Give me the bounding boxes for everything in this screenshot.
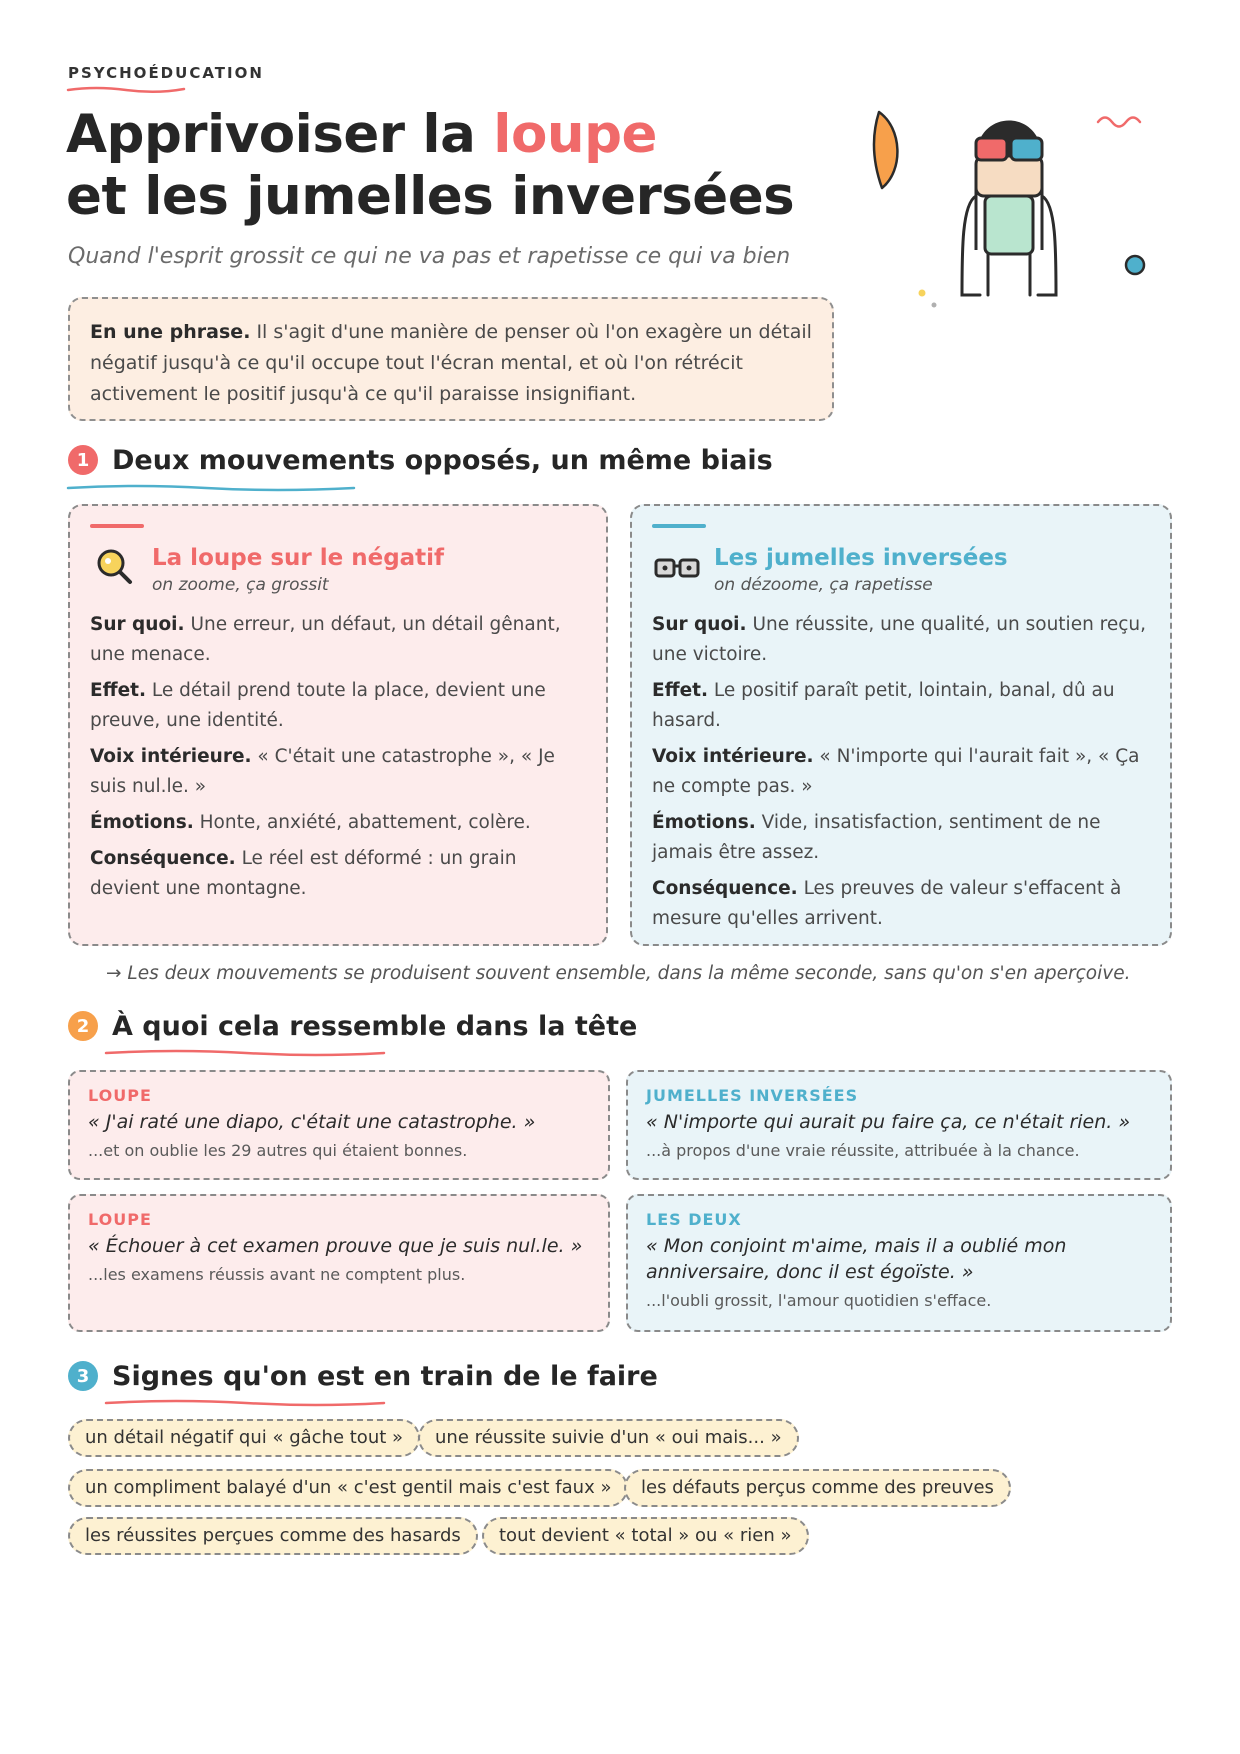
- row-text: Une erreur, un défaut, un détail gênant, une menace.: [90, 614, 561, 665]
- row-text: Le détail prend toute la place, devient une preuve, une identité.: [90, 680, 546, 731]
- card-header: [90, 542, 444, 596]
- row-label: Effet.: [90, 680, 147, 701]
- row-text: Vide, insatisfaction, sentiment de ne jamais être assez.: [652, 812, 1101, 863]
- section-title: À quoi cela ressemble dans la tête: [112, 1010, 638, 1042]
- row-text: Les preuves de valeur s'effacent à mesure qu'elles arrivent.: [652, 878, 1122, 929]
- card-row: [652, 676, 1150, 736]
- card-row: [90, 844, 586, 904]
- sign-pill: les défauts perçus comme des preuves: [624, 1469, 1011, 1507]
- row-label: Conséquence.: [652, 878, 798, 899]
- eyebrow: PSYCHOÉDUCATION: [68, 64, 264, 82]
- card-row: [90, 742, 586, 802]
- row-text: Le positif paraît petit, lointain, banal, dû au hasard.: [652, 680, 1115, 731]
- card-accent-bar: [90, 524, 144, 528]
- eyebrow-underline: [66, 84, 186, 94]
- row-label: Conséquence.: [90, 848, 236, 869]
- card-row: [652, 808, 1150, 868]
- magnifier-icon: [90, 542, 140, 592]
- row-label: Émotions.: [652, 812, 756, 833]
- row-label: Sur quoi.: [90, 614, 185, 635]
- example-quote: « Échouer à cet examen prouve que je suis nul.le. »: [88, 1235, 583, 1257]
- example-label: LOUPE: [88, 1086, 152, 1105]
- example-quote: « N'importe qui aurait pu faire ça, ce n'était rien. »: [646, 1111, 1131, 1133]
- example-card: [68, 1194, 610, 1332]
- section-number: 2: [68, 1011, 98, 1041]
- section3-header: [68, 1356, 658, 1396]
- card-subtitle: on zoome, ça grossit: [152, 575, 329, 595]
- row-text: « N'importe qui l'aurait fait », « Ça ne compte pas. »: [652, 746, 1140, 797]
- summary-text: Il s'agit d'une manière de penser où l'on exagère un détail négatif jusqu'à ce qu'il occupe tout l'écran mental, et où l'on rétrécit activement le positif jusqu'à ce qu'il paraisse insignifiant.: [90, 321, 812, 405]
- row-text: « C'était une catastrophe », « Je suis nul.le. »: [90, 746, 555, 797]
- summary-box: [68, 297, 834, 421]
- section1-header: [68, 440, 773, 480]
- page-title: [66, 104, 794, 228]
- card-accent-bar: [652, 524, 706, 528]
- section-number: 1: [68, 445, 98, 475]
- card-subtitle: on dézoome, ça rapetisse: [714, 575, 933, 595]
- example-label: JUMELLES INVERSÉES: [646, 1086, 859, 1105]
- example-label: LOUPE: [88, 1210, 152, 1229]
- card-row: [90, 808, 586, 838]
- row-label: Voix intérieure.: [652, 746, 814, 767]
- row-label: Émotions.: [90, 812, 194, 833]
- example-foot: ...l'oubli grossit, l'amour quotidien s'efface.: [646, 1291, 992, 1310]
- sign-pill: tout devient « total » ou « rien »: [482, 1517, 809, 1555]
- card-row: [652, 610, 1150, 670]
- example-foot: ...les examens réussis avant ne comptent plus.: [88, 1265, 466, 1284]
- card-body: [90, 610, 586, 910]
- section3-underline: [66, 1398, 386, 1408]
- title-line2: et les jumelles inversées: [66, 166, 795, 227]
- sign-pill: un détail négatif qui « gâche tout »: [68, 1419, 420, 1457]
- card-row: [90, 610, 586, 670]
- row-text: Le réel est déformé : un grain devient une montagne.: [90, 848, 517, 899]
- row-label: Voix intérieure.: [90, 746, 252, 767]
- example-card: [626, 1070, 1172, 1180]
- section2-header: [68, 1006, 637, 1046]
- card-row: [652, 742, 1150, 802]
- card-title: Les jumelles inversées: [714, 545, 1008, 571]
- section1-underline: [66, 483, 356, 493]
- sign-pill: une réussite suivie d'un « oui mais... »: [418, 1419, 799, 1457]
- character-illustration-icon: [870, 100, 1170, 320]
- title-accent: loupe: [493, 104, 657, 165]
- example-quote: « Mon conjoint m'aime, mais il a oublié mon anniversaire, donc il est égoïste. »: [646, 1235, 1067, 1283]
- example-card: [68, 1070, 610, 1180]
- card-title: La loupe sur le négatif: [152, 545, 445, 571]
- jumelles-card: [630, 504, 1172, 946]
- card-body: [652, 610, 1150, 940]
- row-text: Honte, anxiété, abattement, colère.: [193, 812, 531, 833]
- section-title: Signes qu'on est en train de le faire: [112, 1360, 658, 1392]
- example-foot: ...et on oublie les 29 autres qui étaient bonnes.: [88, 1141, 468, 1160]
- sign-pill: les réussites perçues comme des hasards: [68, 1517, 478, 1555]
- row-label: Sur quoi.: [652, 614, 747, 635]
- sign-pill: un compliment balayé d'un « c'est gentil mais c'est faux »: [68, 1469, 628, 1507]
- example-foot: ...à propos d'une vraie réussite, attribuée à la chance.: [646, 1141, 1080, 1160]
- card-row: [90, 676, 586, 736]
- title-prefix: Apprivoiser la: [66, 104, 494, 165]
- page-subtitle: Quand l'esprit grossit ce qui ne va pas et rapetisse ce qui va bien: [68, 244, 791, 269]
- row-text: Une réussite, une qualité, un soutien reçu, une victoire.: [652, 614, 1147, 665]
- binoculars-icon: [652, 542, 702, 592]
- row-label: Effet.: [652, 680, 709, 701]
- summary-lead: En une phrase.: [90, 321, 251, 343]
- example-card: [626, 1194, 1172, 1332]
- section1-note: → Les deux mouvements se produisent souvent ensemble, dans la même seconde, sans qu'on s'en aperçoive.: [106, 963, 1131, 984]
- section2-underline: [66, 1048, 386, 1058]
- card-row: [652, 874, 1150, 934]
- card-header: [652, 542, 1008, 596]
- example-quote: « J'ai raté une diapo, c'était une catastrophe. »: [88, 1111, 536, 1133]
- section-number: 3: [68, 1361, 98, 1391]
- section-title: Deux mouvements opposés, un même biais: [112, 444, 773, 476]
- loupe-card: [68, 504, 608, 946]
- example-label: LES DEUX: [646, 1210, 742, 1229]
